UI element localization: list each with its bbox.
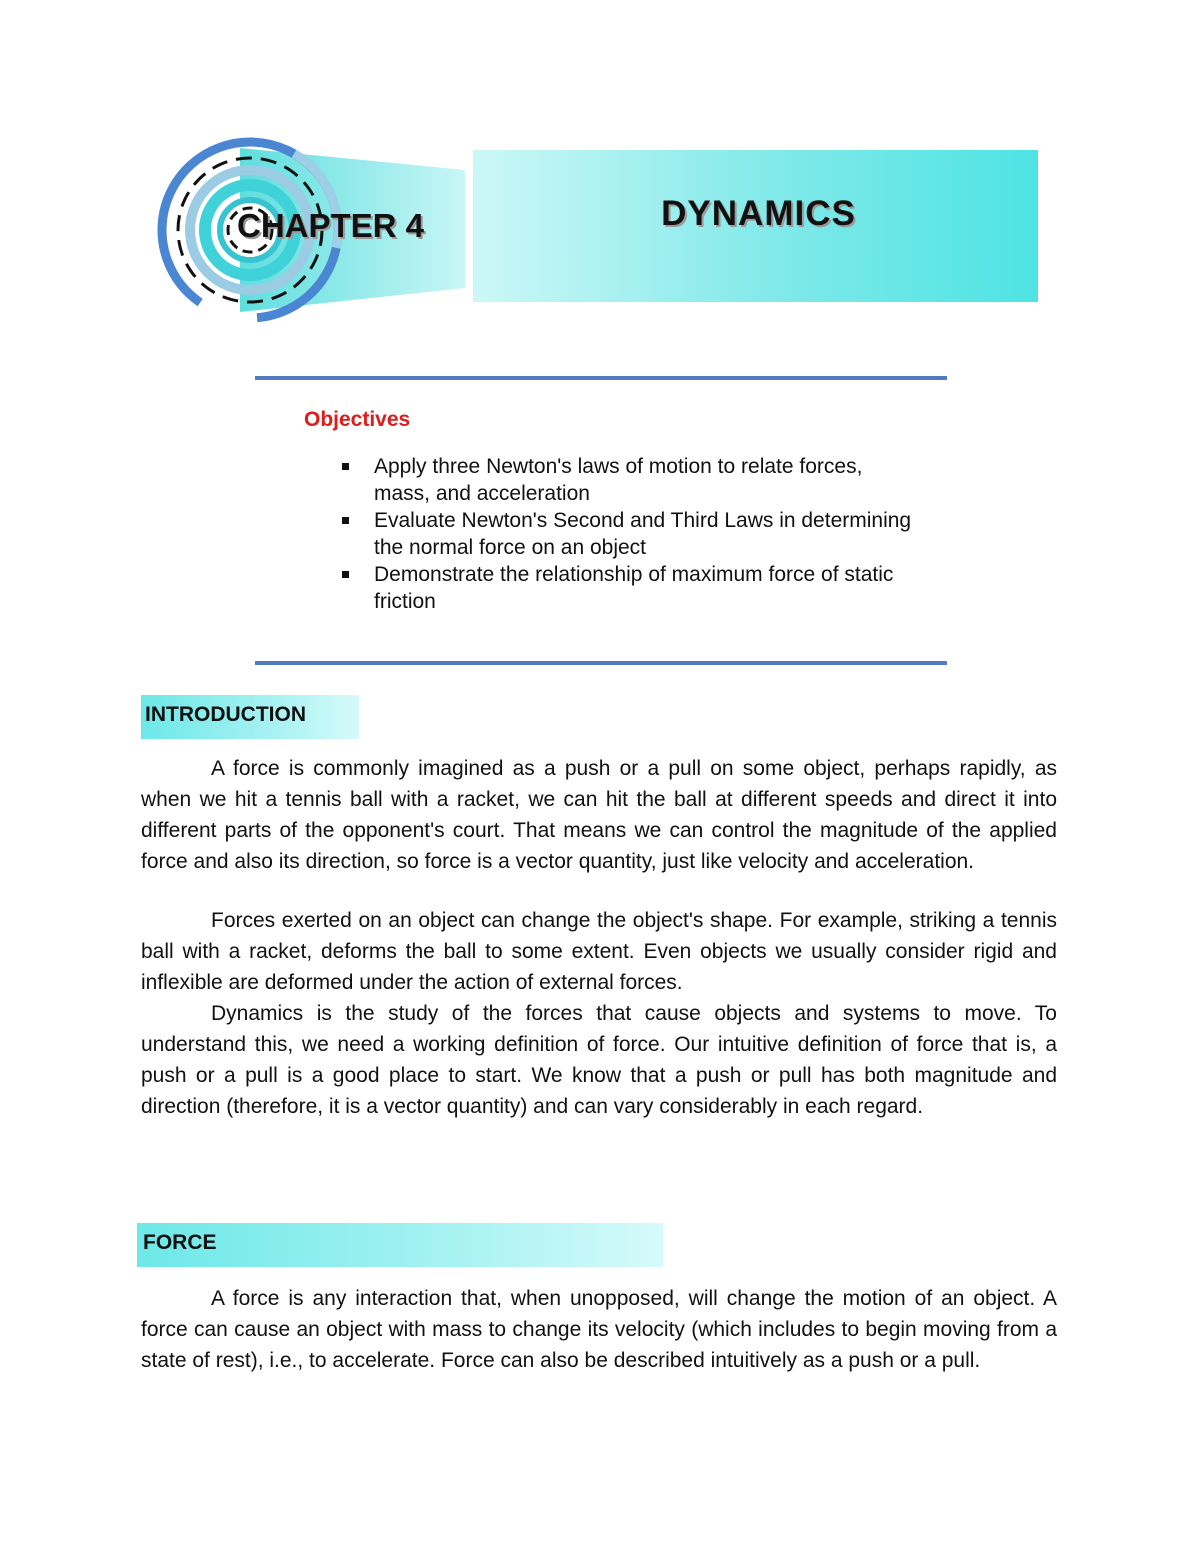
- chapter-title-panel: [473, 150, 1038, 302]
- force-heading: FORCE: [137, 1223, 663, 1267]
- force-paragraph: A force is any interaction that, when unopposed, will change the motion of an object. A force can cause an object with mass to change its velocity (which includes to begin moving from a state of rest), i.e., to accelerate. Force can also be described intuitively as a push or a pull.: [141, 1287, 1057, 1372]
- introduction-paragraph: Forces exerted on an object can change the object's shape. For example, striking a tennis ball with a racket, deforms the ball to some extent. Even objects we usually consider rigid and inflexible are deformed under the action of external forces.: [141, 909, 1057, 994]
- objectives-heading: Objectives: [304, 408, 411, 431]
- objective-text: Evaluate Newton's Second and Third Laws in determining the normal force on an object: [374, 509, 912, 559]
- chapter-title: DYNAMICS: [661, 194, 856, 233]
- objectives-list: [340, 453, 920, 615]
- objective-item: [340, 507, 920, 561]
- introduction-paragraph: A force is commonly imagined as a push or a pull on some object, perhaps rapidly, as when we hit a tennis ball with a racket, we can hit the ball at different speeds and direct it into different parts of the opponent's court. That means we can control the magnitude of the applied force and also its direction, so force is a vector quantity, just like velocity and acceleration.: [141, 757, 1057, 873]
- objective-text: Demonstrate the relationship of maximum force of static friction: [374, 563, 894, 613]
- square-bullet-icon: [342, 517, 349, 524]
- objective-text: Apply three Newton's laws of motion to relate forces, mass, and acceleration: [374, 455, 863, 505]
- square-bullet-icon: [342, 571, 349, 578]
- square-bullet-icon: [342, 463, 349, 470]
- objective-item: [340, 453, 920, 507]
- introduction-paragraph: Dynamics is the study of the forces that cause objects and systems to move. To understand this, we need a working definition of force. Our intuitive definition of force that is, a push or a pull is a good place to start. We know that a push or pull has both magnitude and direction (therefore, it is a vector quantity) and can vary considerably in each regard.: [141, 1002, 1057, 1118]
- objective-item: [340, 561, 920, 615]
- chapter-label: CHAPTER 4: [237, 207, 425, 244]
- introduction-heading: INTRODUCTION: [141, 695, 359, 739]
- objectives-top-rule: [255, 376, 947, 380]
- objectives-bottom-rule: [255, 661, 947, 665]
